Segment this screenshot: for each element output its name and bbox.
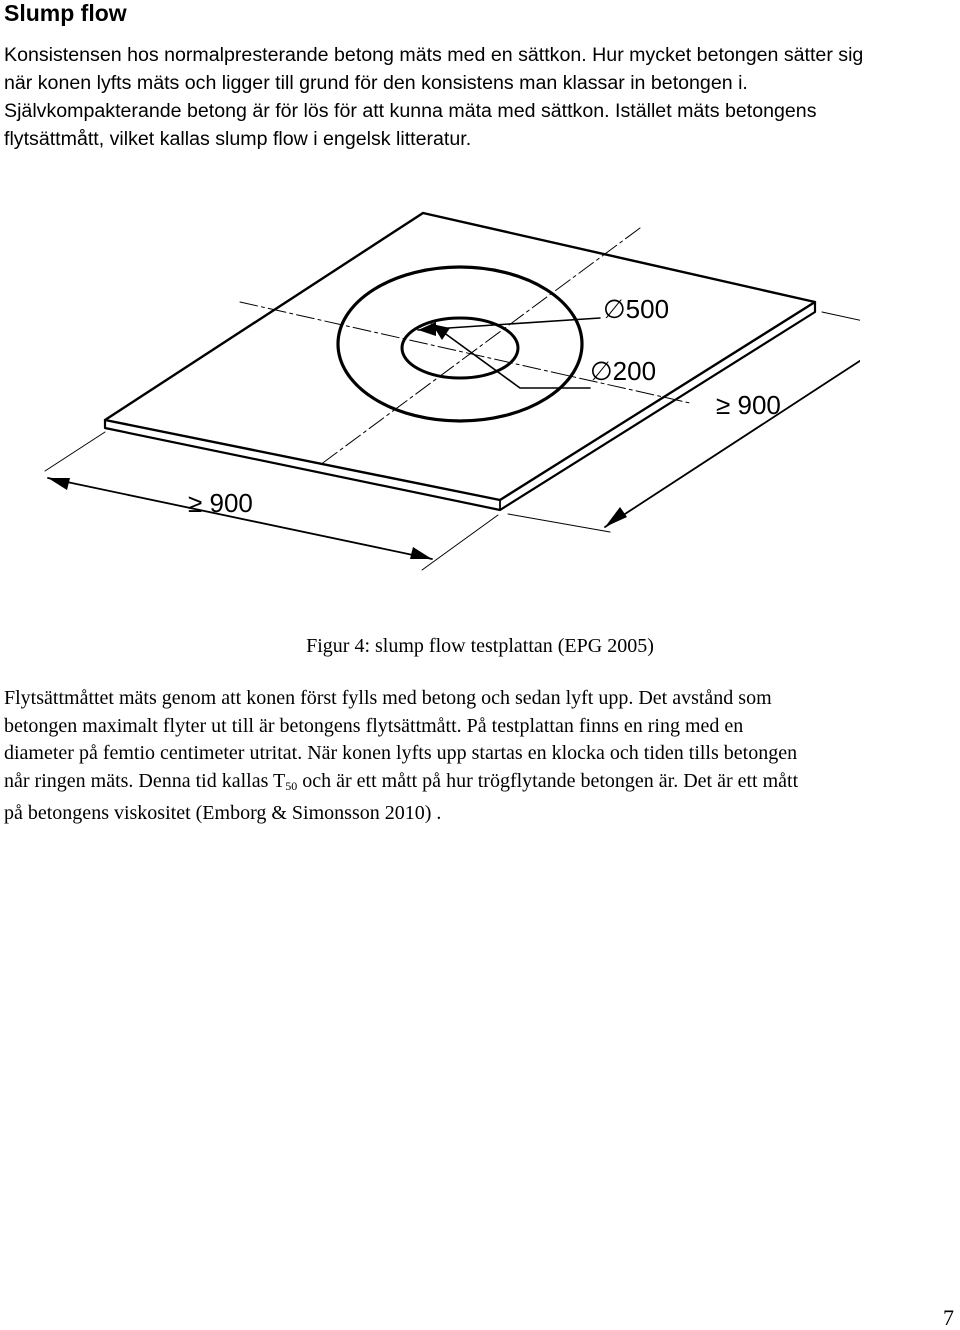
outer-diameter-label: ∅500 [603, 294, 670, 324]
page-number: 7 [943, 1305, 954, 1330]
right-dimension-label: ≥ 900 [716, 390, 781, 420]
body-line: betongen maximalt flyter ut till är betongens flytsättmått. På testplattan finns en ring med en [4, 714, 744, 737]
body-line: diameter på femtio centimeter utritat. När konen lyfts upp startas en klocka och tiden tills betongen [4, 742, 798, 765]
bottom-extension-line [45, 432, 105, 471]
bottom-dimension-label: ≥ 900 [188, 488, 253, 518]
slump-flow-plate-figure [40, 205, 860, 585]
body-paragraph [4, 685, 956, 828]
body-line: Flytsättmåttet mäts genom att konen först fylls med betong och sedan lyft upp. Det avstånd som [4, 687, 772, 709]
body-line: på betongens viskositet (Emborg & Simonsson 2010) . [4, 802, 442, 825]
right-dimension-arrow-bottom [605, 507, 627, 527]
bottom-extension-line [422, 515, 498, 570]
intro-paragraph [4, 41, 956, 153]
section-heading: Slump flow [4, 0, 127, 26]
bottom-dimension-arrow-right [410, 547, 432, 559]
intro-line: när konen lyfts mäts och ligger till grund för den konsistens man klassar in betongen i. [4, 72, 748, 94]
intro-line: Självkompakterande betong är för lös för att kunna mäta med sättkon. Istället mäts betongens [4, 100, 817, 122]
bottom-dimension-arrow-left [48, 478, 70, 490]
plate-top-face [105, 213, 815, 500]
body-line-part: och är ett mått på hur trögflytande betongen är. Det är ett mått [297, 769, 799, 792]
right-extension-line [508, 514, 610, 532]
t50-subscript: 50 [285, 778, 298, 793]
body-line [4, 768, 956, 801]
figure-caption: Figur 4: slump flow testplattan (EPG 2005) [306, 635, 654, 657]
intro-line: flytsättmått, vilket kallas slump flow i engelsk litteratur. [4, 128, 472, 150]
inner-diameter-label: ∅200 [590, 356, 657, 386]
intro-line: Konsistensen hos normalpresterande betong mäts med en sättkon. Hur mycket betongen sätter sig [4, 44, 864, 66]
right-extension-line [822, 312, 860, 330]
body-line-part: når ringen mäts. Denna tid kallas T [4, 769, 286, 792]
